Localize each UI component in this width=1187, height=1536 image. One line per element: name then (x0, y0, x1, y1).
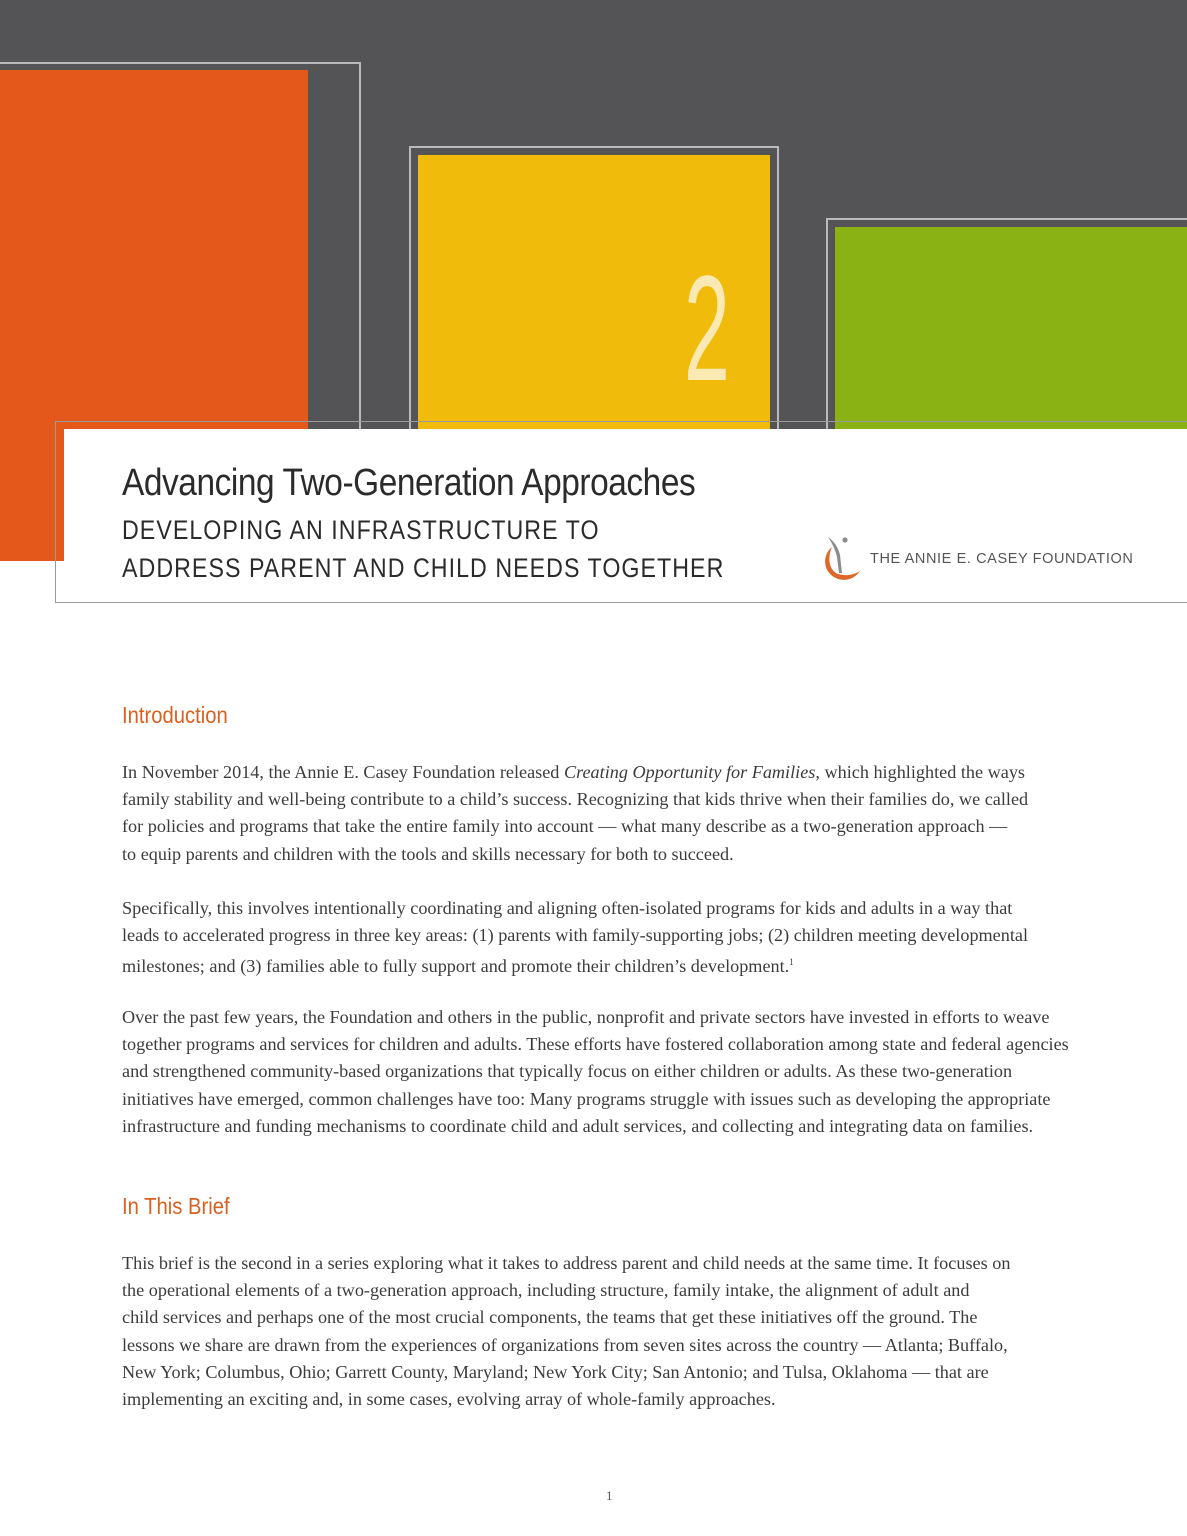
text-line: together programs and services for children and adults. These efforts have fostered collaboration among state and federal agencies (122, 1034, 1069, 1055)
text-line: leads to accelerated progress in three key areas: (1) parents with family-supporting jobs; (2) children meeting developmental (122, 925, 1029, 946)
orange-block (0, 70, 308, 429)
text-line: Over the past few years, the Foundation and others in the public, nonprofit and private sectors have invested in efforts to weave (122, 1007, 1050, 1027)
text-line: In November 2014, the Annie E. Casey Foundation released Creating Opportunity for Families, which highlighted the ways (122, 762, 1026, 782)
green-block (835, 227, 1187, 429)
cover-banner (0, 0, 1187, 429)
text-line: infrastructure and funding mechanisms to coordinate child and adult services, and collecting and integrating data on families. (122, 1115, 1034, 1136)
document-subtitle-line-2: ADDRESS PARENT AND CHILD NEEDS TOGETHER (122, 553, 725, 583)
text-line: lessons we share are drawn from the experiences of organizations from seven sites across the country — Atlanta; Buffalo, (122, 1334, 1008, 1355)
text-line: New York; Columbus, Ohio; Garrett County, Maryland; New York City; San Antonio; and Tulsa, Oklahoma — that are (122, 1361, 989, 1382)
issue-number: 2 (684, 244, 730, 412)
text-line: for policies and programs that take the entire family into account — what many describe as a two-generation approach — (122, 816, 1008, 837)
text-line: to equip parents and children with the tools and skills necessary for both to succeed. (122, 843, 734, 864)
text-line: This brief is the second in a series exploring what it takes to address parent and child needs at the same time. It focuses on (122, 1253, 1011, 1273)
footnote-reference[interactable]: 1 (789, 957, 794, 968)
page-number: 1 (606, 1488, 613, 1503)
foundation-name: THE ANNIE E. CASEY FOUNDATION (870, 551, 1134, 567)
document-title: Advancing Two-Generation Approaches (122, 462, 696, 504)
document-subtitle-line-1: DEVELOPING AN INFRASTRUCTURE TO (122, 515, 600, 545)
foundation-logo (820, 533, 1160, 583)
paragraph (122, 1004, 1097, 1140)
section-heading-in-this-brief: In This Brief (122, 1193, 230, 1219)
report-title-link-text: Creating Opportunity for Families (563, 762, 816, 782)
paragraph (122, 759, 1097, 868)
paragraph (122, 1250, 1097, 1413)
paragraph (122, 895, 1097, 981)
text-line: initiatives have emerged, common challenges have too: Many programs struggle with issues such as developing the appropriate (122, 1088, 1051, 1109)
text-line: Specifically, this involves intentionally coordinating and aligning often-isolated programs for kids and adults in a way that (122, 898, 1013, 918)
casey-foundation-figure-icon (820, 533, 864, 581)
text-line: implementing an exciting and, in some cases, evolving array of whole-family approaches. (122, 1389, 776, 1410)
text-line: milestones; and (3) families able to fully support and promote their children’s development.$^1$ (122, 956, 794, 977)
text-line: family stability and well-being contribute to a child’s success. Recognizing that kids thrive when their families do, we called (122, 789, 1029, 810)
text-line: and strengthened community-based organizations that typically focus on either children or adults. As these two-generation (122, 1061, 1013, 1082)
section-heading-introduction: Introduction (122, 702, 228, 728)
text-line: the operational elements of a two-generation approach, including structure, family intake, the alignment of adult and (122, 1280, 970, 1301)
text-line: child services and perhaps one of the most crucial components, the teams that get these initiatives off the ground. The (122, 1307, 978, 1328)
